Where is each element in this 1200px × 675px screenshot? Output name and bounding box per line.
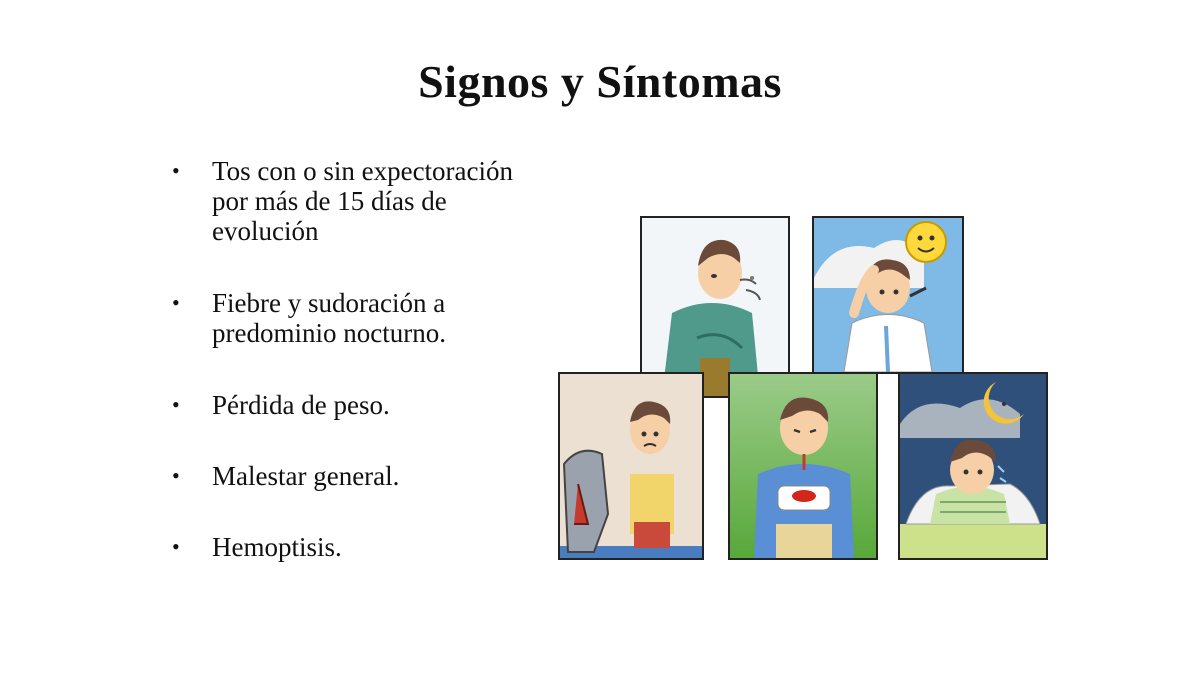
list-item — [172, 532, 342, 562]
bullet-text-line: Malestar general. — [212, 461, 400, 491]
bullet-icon: • — [172, 392, 180, 417]
bullet-text-line: Pérdida de peso. — [212, 390, 390, 420]
bullet-text-line: Tos con o sin expectoración — [212, 156, 514, 186]
slide-title: Signos y Síntomas — [418, 56, 782, 107]
bullet-icon: • — [172, 158, 180, 183]
bullet-text-line: por más de 15 días de — [212, 186, 447, 216]
bullet-icon: • — [172, 290, 180, 315]
bullet-text-line: Fiebre y sudoración a — [212, 288, 446, 318]
list-item — [172, 390, 390, 420]
hemoptysis-icon — [728, 372, 878, 560]
fever-sun-icon — [812, 216, 964, 374]
bullet-text-line: Hemoptisis. — [212, 532, 342, 562]
weight-scale-icon — [558, 372, 704, 560]
bullet-icon: • — [172, 463, 180, 488]
list-item — [172, 461, 399, 491]
bullet-text-line: evolución — [212, 216, 319, 246]
list-item — [172, 288, 446, 348]
bullet-text-line: predominio nocturno. — [212, 318, 446, 348]
bullet-icon: • — [172, 534, 180, 559]
night-sweat-moon-icon — [898, 372, 1048, 560]
list-item — [172, 156, 513, 246]
coughing-man-icon — [640, 216, 790, 398]
